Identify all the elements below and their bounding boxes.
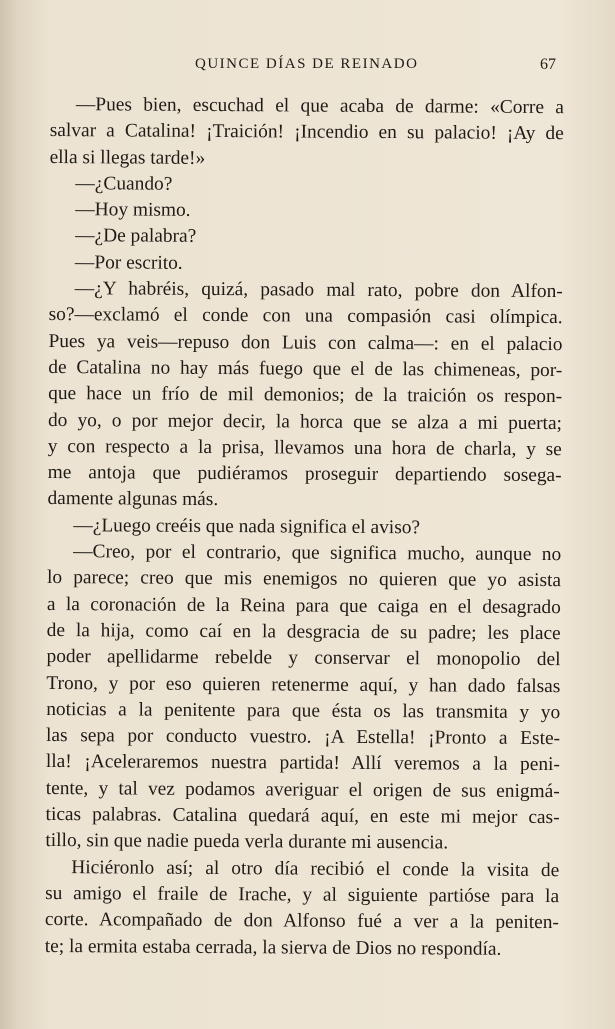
text-line: poder apellidarme rebelde y conservar el monopolio del bbox=[46, 646, 561, 671]
text-line: que hace un frío de mil demonios; de la traición os respon- bbox=[48, 383, 563, 408]
paragraph bbox=[49, 197, 563, 226]
text-line: tillo, sin que nadie pueda verla durante mi ausencia. bbox=[45, 830, 449, 854]
text-line: —Por escrito. bbox=[74, 251, 183, 274]
text-line: las sepa por conducto vuestro. ¡A Estella! ¡Pronto a Este- bbox=[46, 725, 561, 750]
body-text bbox=[45, 92, 564, 963]
page-number: 67 bbox=[540, 56, 556, 73]
text-line: damente algunas más. bbox=[47, 488, 219, 511]
text-line: su amigo el fraile de Irache, y al siguiente partióse para la bbox=[45, 882, 560, 908]
text-line: —Hoy mismo. bbox=[75, 199, 191, 222]
paragraph bbox=[50, 92, 564, 174]
text-line: ticas palabras. Catalina quedará aquí, en este mi mejor cas- bbox=[45, 804, 560, 829]
text-line: noticias a la penitente para que ésta os las transmita y yo bbox=[46, 698, 561, 723]
text-line: lla! ¡Aceleraremos nuestra partida! Allí veremos a la peni- bbox=[45, 751, 560, 776]
paragraph bbox=[47, 513, 561, 542]
text-line: tente, y tal vez podamos averiguar el origen de sus enigmá- bbox=[45, 777, 560, 802]
text-line: so?—exclamó el conde con una compasión casi olímpica. bbox=[48, 304, 563, 329]
text-line: salvar a Catalina! ¡Traición! ¡Incendio en su palacio! ¡Ay de bbox=[49, 120, 564, 145]
text-line: corte. Acompañado de don Alfonso fué a ver a la peniten- bbox=[44, 909, 559, 934]
text-line: de Catalina no hay más fuego que el de las chimeneas, por- bbox=[48, 356, 563, 382]
text-line: Pues ya veis—repuso don Luis con calma—: en el palacio bbox=[48, 330, 563, 355]
text-line: a la coronación de la Reina para que caiga en el desagrado bbox=[46, 593, 561, 618]
text-line: do yo, o por mejor decir, la horca que se alza a mi puerta; bbox=[47, 409, 563, 434]
text-line: —¿Y habréis, quizá, pasado mal rato, pobre don Alfon- bbox=[74, 278, 563, 303]
text-line: te; la ermita estaba cerrada, la sierva de Dios no respondía. bbox=[44, 935, 502, 960]
running-head bbox=[0, 56, 615, 80]
text-line: lo parece; creo que mis enemigos no quieren que yo asista bbox=[46, 567, 562, 592]
text-line: me antoja que pudiéramos proseguir departiendo sosega- bbox=[47, 462, 562, 487]
text-line: —Pues bien, escuchad el que acaba de darme: «Corre a bbox=[75, 94, 564, 119]
text-line: —¿Luego creéis que nada significa el aviso? bbox=[73, 514, 421, 539]
text-line: Trono, y por eso quieren retenerme aquí, y han dado falsas bbox=[46, 672, 561, 697]
text-line: Hiciéronlo así; al otro día recibió el conde la visita de bbox=[71, 856, 560, 881]
text-line: —¿De palabra? bbox=[75, 225, 197, 248]
paragraph bbox=[47, 276, 562, 516]
text-line: —¿Cuando? bbox=[75, 173, 173, 195]
paragraph bbox=[49, 250, 563, 279]
paragraph bbox=[49, 171, 563, 200]
text-line: de la hija, como caí en la desgracia de su padre; les place bbox=[46, 619, 561, 645]
paragraph bbox=[45, 855, 560, 963]
text-line: —Creo, por el contrario, que significa mucho, aunque no bbox=[73, 541, 562, 566]
paragraph bbox=[45, 539, 561, 858]
text-line: ella si llegas tarde!» bbox=[49, 146, 206, 169]
text-line: y con respecto a la prisa, llevamos una hora de charla, y se bbox=[47, 435, 562, 460]
book-title: QUINCE DÍAS DE REINADO bbox=[195, 56, 419, 72]
paragraph bbox=[49, 223, 563, 252]
